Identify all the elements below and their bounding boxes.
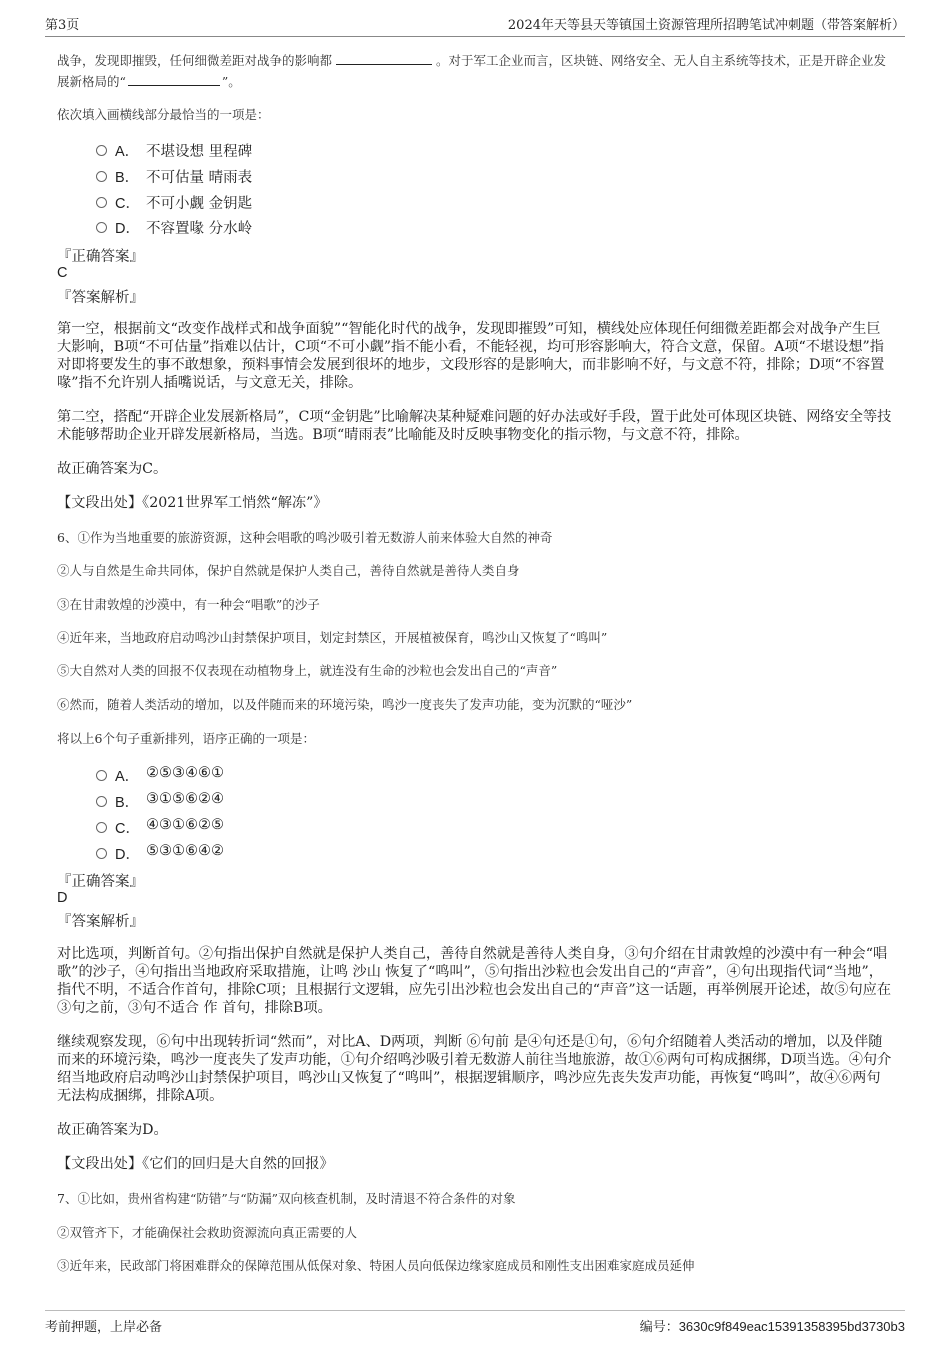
- q6-sentence-4: ④近年来，当地政府启动鸣沙山封禁保护项目，划定封禁区，开展植被保育，鸣沙山又恢复了“鸣叫”: [57, 630, 608, 645]
- q7-sentence-3: ③近年来，民政部门将困难群众的保障范围从低保对象、特困人员向低保边缘家庭成员和刚性支出困难家庭成员延伸: [57, 1258, 695, 1273]
- page-header: [45, 10, 905, 37]
- fill-blank-2: [128, 73, 220, 86]
- radio-icon[interactable]: [96, 770, 107, 781]
- q6-sentence-5: ⑤大自然对人类的回报不仅表现在动植物身上，就连没有生命的沙粒也会发出自己的“声音”: [57, 663, 558, 678]
- radio-icon[interactable]: [96, 145, 107, 156]
- q5-answer: C: [57, 265, 68, 281]
- q6-answer-label: 『正确答案』: [57, 874, 144, 890]
- q5-analysis-p3: 故正确答案为C。: [57, 461, 168, 477]
- q6-answer: D: [57, 890, 68, 906]
- document-title: 2024年天等县天等镇国土资源管理所招聘笔试冲刺题（带答案解析）: [507, 18, 905, 33]
- q5-analysis-label: 『答案解析』: [57, 290, 144, 306]
- footer-slogan: 考前押题，上岸必备: [45, 1320, 163, 1335]
- radio-icon[interactable]: [96, 197, 107, 208]
- q5-analysis-p1: 第一空，根据前文“改变作战样式和战争面貌”“智能化时代的战争，发现即摧毁”可知，横线处应体现任何细微差距都会对战争产生巨大影响，B项“不可估量”指难以估计，C项“不可小觑”指不能小看，不能轻视，均可形容影响大，符合文意，保留。A项“不堪设想”指对即将要发生的事不敢想象，预料事情会发展到很坏的地步，文段形容的是影响大，而非影响不好，与文意不符，排除；D项“不容置喙”指不允许别人插嘴说话，与文意无关，排除。: [57, 321, 885, 391]
- radio-icon[interactable]: [96, 848, 107, 859]
- q6-analysis-p1: 对比选项，判断首句。②句指出保护自然就是保护人类自己，善待自然就是善待人类自身，③句介绍在甘肃敦煌的沙漠中有一种会“唱歌”的沙子，④句指出当地政府采取措施，让鸣 沙山 恢复了“鸣叫”，⑤句指出沙粒也会发出自己的“声音”，④句出现指代词“当地”，指代不明，不适合作首句，排除C项；且根据行文逻辑，应先引出沙粒也会发出自己的“声音”这一话题，再举例展开论述，故⑤句应在③句之前，③句不适合 作 首句，排除B项。: [57, 946, 892, 1016]
- q6-analysis-p2: 继续观察发现，⑥句中出现转折词“然而”，对比A、D两项，判断 ⑥句前 是④句还是①句，⑥句介绍随着人类活动的增加，以及伴随而来的环境污染，鸣沙一度丧失了发声功能，①句介绍鸣沙吸引着无数游人前往当地旅游，故①⑥两句可构成捆绑，D项当选。④句介绍当地政府启动鸣沙山封禁保护项目，鸣沙山又恢复了“鸣叫”，根据逻辑顺序，鸣沙应先丧失发声功能，再恢复“鸣叫”，故④⑥两句无法构成捆绑，排除A项。: [57, 1034, 892, 1104]
- radio-icon[interactable]: [96, 171, 107, 182]
- radio-icon[interactable]: [96, 796, 107, 807]
- q6-sentence-1: 6、①作为当地重要的旅游资源，这种会唱歌的鸣沙吸引着无数游人前来体验大自然的神奇: [57, 530, 553, 545]
- q7-sentence-2: ②双管齐下，才能确保社会救助资源流向真正需要的人: [57, 1225, 358, 1240]
- page-number: 第3页: [45, 18, 80, 33]
- q6-prompt: 将以上6个句子重新排列，语序正确的一项是：: [57, 731, 315, 746]
- q6-sentence-3: ③在甘肃敦煌的沙漠中，有一种会“唱歌”的沙子: [57, 597, 320, 612]
- radio-icon[interactable]: [96, 222, 107, 233]
- document-id: 编号：3630c9f849eac15391358395bd3730b3: [639, 1319, 905, 1334]
- q6-sentence-2: ②人与自然是生命共同体，保护自然就是保护人类自己，善待自然就是善待人类自身: [57, 563, 520, 578]
- q5-source: 【文段出处】《2021世界军工悄然“解冻”》: [57, 495, 328, 511]
- q6-analysis-p3: 故正确答案为D。: [57, 1122, 168, 1138]
- q5-analysis-p2: 第二空，搭配“开辟企业发展新格局”，C项“金钥匙”比喻解决某种疑难问题的好办法或好手段，置于此处可体现区块链、网络安全等技术能够帮助企业开辟发展新格局，当选。B项“晴雨表”比喻能及时反映事物变化的指示物，与文意不符，排除。: [57, 409, 892, 443]
- q5-answer-label: 『正确答案』: [57, 249, 144, 265]
- q6-analysis-label: 『答案解析』: [57, 914, 144, 930]
- page-footer: [45, 1310, 905, 1341]
- q6-source: 【文段出处】《它们的回归是大自然的回报》: [57, 1156, 334, 1172]
- q7-sentence-1: 7、①比如，贵州省构建“防错”与“防漏”双向核查机制，及时清退不符合条件的对象: [57, 1191, 516, 1206]
- q5-prompt: 依次填入画横线部分最恰当的一项是：: [57, 107, 270, 122]
- radio-icon[interactable]: [96, 822, 107, 833]
- q6-sentence-6: ⑥然而，随着人类活动的增加，以及伴随而来的环境污染，鸣沙一度丧失了发声功能，变为沉默的“哑沙”: [57, 697, 633, 712]
- q5-stem: 战争，发现即摧毁，任何细微差距对战争的影响都 。对于军工企业而言，区块链、网络安全、无人自主系统等技术，正是开辟企业发展新格局的“ ”。: [57, 53, 887, 89]
- fill-blank-1: [336, 52, 432, 65]
